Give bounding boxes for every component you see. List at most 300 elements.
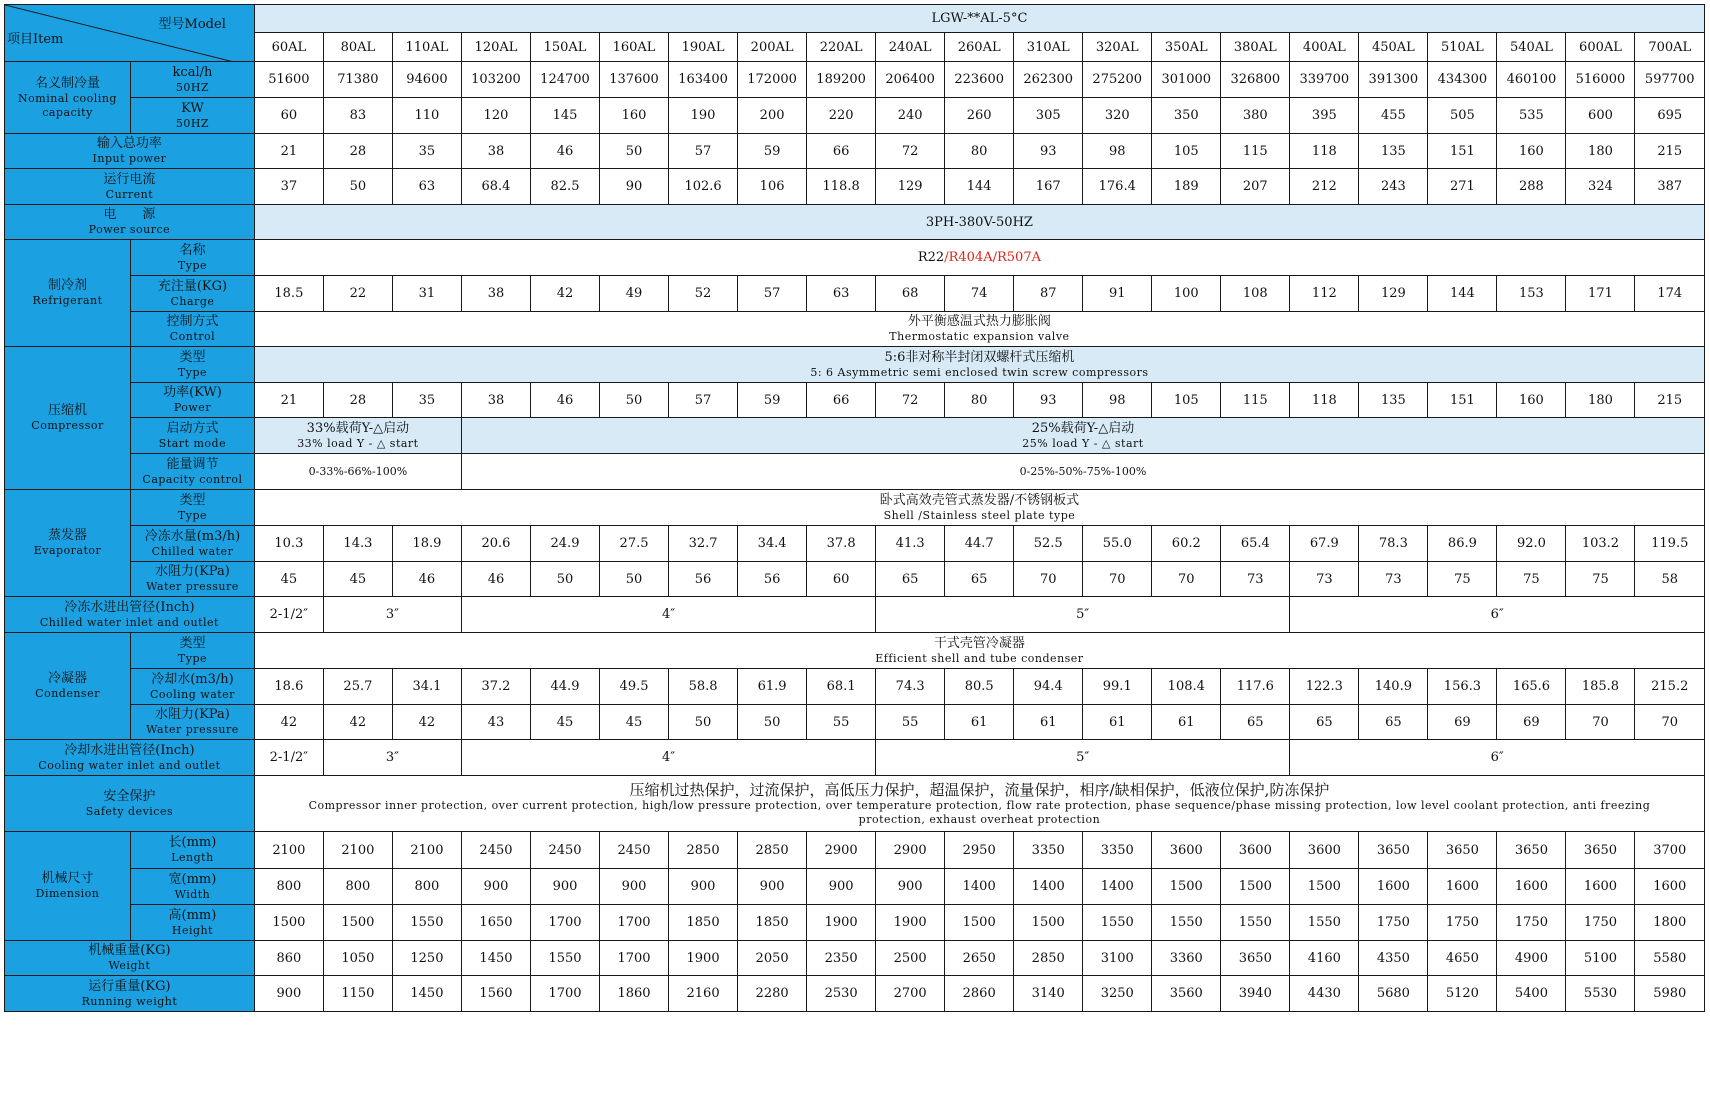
condenser-type-value (254, 633, 1704, 669)
current-value: 106 (738, 169, 807, 205)
cooling-flow-value: 140.9 (1359, 669, 1428, 705)
chilled-flow-value: 34.4 (738, 526, 807, 562)
current-value: 176.4 (1083, 169, 1152, 205)
charge-value: 22 (323, 276, 392, 312)
kcal-value: 172000 (738, 62, 807, 98)
dimension-label (5, 832, 131, 941)
table-row (5, 33, 1705, 62)
current-value: 167 (1014, 169, 1083, 205)
model-header: 350AL (1152, 33, 1221, 62)
cooling-capacity-label-cn: 名义制冷量 (35, 75, 101, 91)
cooling-pipe-value: 6″ (1290, 740, 1705, 776)
weight-value: 1250 (392, 941, 461, 976)
width-value: 1600 (1428, 869, 1497, 905)
length-value: 2100 (254, 832, 323, 869)
kcal-value: 262300 (1014, 62, 1083, 98)
cooling-flow-value: 165.6 (1497, 669, 1566, 705)
kw-value: 190 (669, 98, 738, 134)
cooling-flow-value: 37.2 (461, 669, 530, 705)
table-row (5, 347, 1705, 383)
chilled-flow-value: 67.9 (1290, 526, 1359, 562)
height-value: 1500 (323, 905, 392, 941)
control-en: Thermostatic expansion valve (889, 330, 1070, 343)
kcal-unit: kcal/h (172, 64, 213, 80)
width-value: 1600 (1497, 869, 1566, 905)
kcal-value: 124700 (530, 62, 599, 98)
kcal-value: 516000 (1566, 62, 1635, 98)
cooling-pipe-value: 3″ (323, 740, 461, 776)
weight-value: 3360 (1152, 941, 1221, 976)
kw-value: 145 (530, 98, 599, 134)
evap-pressure-value: 45 (323, 562, 392, 597)
table-row (5, 976, 1705, 1012)
condenser-pressure-label-en: Water pressure (146, 723, 239, 736)
kw-value: 220 (807, 98, 876, 134)
table-row (5, 832, 1705, 869)
length-value: 2450 (530, 832, 599, 869)
width-value: 900 (807, 869, 876, 905)
input-power-value: 93 (1014, 134, 1083, 169)
charge-value: 100 (1152, 276, 1221, 312)
charge-value: 63 (807, 276, 876, 312)
width-label (131, 869, 255, 905)
charge-value: 74 (945, 276, 1014, 312)
length-value: 3350 (1014, 832, 1083, 869)
height-value: 1650 (461, 905, 530, 941)
refrigerant-charge-label-cn: 充注量(KG) (157, 278, 228, 294)
cooling-pipe-value: 2-1/2″ (254, 740, 323, 776)
model-header: 320AL (1083, 33, 1152, 62)
compressor-power-value: 98 (1083, 383, 1152, 418)
condenser-pressure-label (131, 705, 255, 740)
width-value: 800 (254, 869, 323, 905)
model-header: 400AL (1290, 33, 1359, 62)
cond-pressure-value: 55 (876, 705, 945, 740)
evap-type-en: Shell /Stainless steel plate type (883, 508, 1076, 522)
cond-pressure-value: 61 (945, 705, 1014, 740)
cooling-pipe-label-cn: 冷却水进出管径(Inch) (64, 742, 195, 758)
kw-value: 260 (945, 98, 1014, 134)
table-row (5, 276, 1705, 312)
height-value: 1850 (738, 905, 807, 941)
table-row (5, 454, 1705, 490)
input-power-value: 66 (807, 134, 876, 169)
input-power-value: 105 (1152, 134, 1221, 169)
charge-value: 57 (738, 276, 807, 312)
running-weight-value: 2160 (669, 976, 738, 1012)
length-label-en: Length (171, 851, 214, 864)
evap-pressure-value: 70 (1083, 562, 1152, 597)
table-row (5, 134, 1705, 169)
condenser-type-label-cn: 类型 (179, 635, 206, 651)
cond-pressure-value: 65 (1290, 705, 1359, 740)
refrigerant-control-label (131, 312, 255, 347)
cond-pressure-value: 61 (1152, 705, 1221, 740)
table-row (5, 562, 1705, 597)
compressor-power-value: 135 (1359, 383, 1428, 418)
cond-pressure-value: 50 (738, 705, 807, 740)
compressor-label (5, 347, 131, 490)
running-weight-label (5, 976, 255, 1012)
chilled-water-flow-label-en: Chilled water (151, 544, 234, 558)
start-mode-label-cn: 启动方式 (166, 420, 219, 436)
compressor-label-en: Compressor (31, 419, 104, 432)
height-value: 1900 (807, 905, 876, 941)
compressor-power-label (131, 383, 255, 418)
length-value: 2100 (392, 832, 461, 869)
refrigerant-label-en: Refrigerant (32, 294, 103, 307)
current-label-cn: 运行电流 (103, 171, 156, 187)
kw-unit-label (131, 98, 255, 134)
chilled-flow-value: 32.7 (669, 526, 738, 562)
chilled-flow-value: 60.2 (1152, 526, 1221, 562)
evap-pressure-value: 46 (392, 562, 461, 597)
running-weight-value: 1150 (323, 976, 392, 1012)
start-mode-b (461, 418, 1704, 454)
evap-pressure-value: 65 (945, 562, 1014, 597)
model-header: 220AL (807, 33, 876, 62)
refrigerant-charge-label (131, 276, 255, 312)
kw-value: 380 (1221, 98, 1290, 134)
evap-pressure-value: 73 (1290, 562, 1359, 597)
weight-value: 2350 (807, 941, 876, 976)
height-label-cn: 高(mm) (168, 907, 217, 923)
cond-pressure-value: 50 (669, 705, 738, 740)
compressor-type-value (254, 347, 1704, 383)
input-power-value: 98 (1083, 134, 1152, 169)
width-value: 1600 (1359, 869, 1428, 905)
kw-value: 240 (876, 98, 945, 134)
evap-pressure-value: 58 (1635, 562, 1705, 597)
comp-type-cn: 5:6非对称半封闭双螺杆式压缩机 (884, 349, 1075, 365)
refrigerant-type-label (131, 240, 255, 276)
table-row (5, 418, 1705, 454)
chilled-flow-value: 92.0 (1497, 526, 1566, 562)
length-value: 2850 (738, 832, 807, 869)
cooling-pipe-label (5, 740, 255, 776)
input-power-value: 80 (945, 134, 1014, 169)
input-power-value: 35 (392, 134, 461, 169)
current-value: 90 (600, 169, 669, 205)
kw-value: 395 (1290, 98, 1359, 134)
width-value: 1600 (1566, 869, 1635, 905)
weight-value: 5580 (1635, 941, 1705, 976)
start-b-en: 25% load Y - △ start (1022, 436, 1144, 450)
current-value: 207 (1221, 169, 1290, 205)
length-value: 3650 (1566, 832, 1635, 869)
height-value: 1500 (945, 905, 1014, 941)
refrigerant-r404a: R404A (948, 250, 993, 265)
running-weight-value: 1450 (392, 976, 461, 1012)
current-value: 68.4 (461, 169, 530, 205)
height-value: 1700 (600, 905, 669, 941)
kw-value: 120 (461, 98, 530, 134)
start-a-en: 33% load Y - △ start (297, 436, 419, 450)
running-weight-value: 5120 (1428, 976, 1497, 1012)
model-header: 310AL (1014, 33, 1083, 62)
evaporator-type-label (131, 490, 255, 526)
cooling-flow-value: 80.5 (945, 669, 1014, 705)
kcal-value: 301000 (1152, 62, 1221, 98)
evap-pressure-value: 50 (530, 562, 599, 597)
model-header: 190AL (669, 33, 738, 62)
kw-value: 160 (600, 98, 669, 134)
chilled-pipe-value: 5″ (876, 597, 1290, 633)
chilled-water-flow-label (131, 526, 255, 562)
length-value: 2100 (323, 832, 392, 869)
start-mode-label (131, 418, 255, 454)
chilled-flow-value: 37.8 (807, 526, 876, 562)
charge-value: 52 (669, 276, 738, 312)
height-value: 1900 (876, 905, 945, 941)
input-power-value: 118 (1290, 134, 1359, 169)
cooling-flow-value: 58.8 (669, 669, 738, 705)
input-power-value: 115 (1221, 134, 1290, 169)
refrigerant-type-label-cn: 名称 (179, 242, 206, 258)
charge-value: 112 (1290, 276, 1359, 312)
running-weight-value: 2280 (738, 976, 807, 1012)
width-value: 800 (323, 869, 392, 905)
running-weight-value: 5680 (1359, 976, 1428, 1012)
chilled-pipe-label (5, 597, 255, 633)
kw-value: 455 (1359, 98, 1428, 134)
kw-value: 350 (1152, 98, 1221, 134)
chilled-pipe-value: 6″ (1290, 597, 1705, 633)
evaporator-pressure-label-cn: 水阻力(KPa) (155, 564, 230, 579)
refrigerant-label (5, 240, 131, 347)
table-row (5, 312, 1705, 347)
input-power-value: 28 (323, 134, 392, 169)
evaporator-type-label-en: Type (177, 508, 207, 522)
height-value: 1500 (1014, 905, 1083, 941)
refrigerant-charge-label-en: Charge (170, 294, 215, 308)
kcal-value: 434300 (1428, 62, 1497, 98)
input-power-value: 72 (876, 134, 945, 169)
input-power-label-cn: 输入总功率 (96, 136, 162, 151)
current-value: 37 (254, 169, 323, 205)
current-value: 50 (323, 169, 392, 205)
cooling-flow-value: 117.6 (1221, 669, 1290, 705)
compressor-power-value: 215 (1635, 383, 1705, 418)
weight-value: 1550 (530, 941, 599, 976)
chilled-pipe-value: 4″ (461, 597, 875, 633)
input-power-value: 50 (600, 134, 669, 169)
weight-label-en: Weight (108, 959, 151, 972)
running-weight-label-cn: 运行重量(KG) (88, 978, 171, 994)
current-value: 288 (1497, 169, 1566, 205)
chilled-flow-value: 119.5 (1635, 526, 1705, 562)
compressor-power-value: 38 (461, 383, 530, 418)
cond-pressure-value: 43 (461, 705, 530, 740)
power-source-label-en: Power source (88, 223, 171, 236)
chilled-pipe-label-en: Chilled water inlet and outlet (39, 615, 219, 629)
table-row (5, 905, 1705, 941)
length-value: 2900 (876, 832, 945, 869)
model-header: 80AL (323, 33, 392, 62)
kw-value: 320 (1083, 98, 1152, 134)
condenser-label-en: Condenser (35, 687, 100, 700)
running-weight-value: 5530 (1566, 976, 1635, 1012)
charge-value: 153 (1497, 276, 1566, 312)
current-label (5, 169, 255, 205)
running-weight-value: 3250 (1083, 976, 1152, 1012)
width-value: 900 (530, 869, 599, 905)
chilled-flow-value: 52.5 (1014, 526, 1083, 562)
evaporator-label (5, 490, 131, 597)
height-value: 1750 (1428, 905, 1497, 941)
item-label: 项目Item (7, 32, 64, 47)
kcal-value: 275200 (1083, 62, 1152, 98)
current-value: 324 (1566, 169, 1635, 205)
weight-label-cn: 机械重量(KG) (88, 943, 171, 958)
dimension-label-cn: 机械尺寸 (41, 871, 94, 886)
input-power-value: 46 (530, 134, 599, 169)
cooling-flow-value: 108.4 (1152, 669, 1221, 705)
evap-pressure-value: 46 (461, 562, 530, 597)
cond-pressure-value: 42 (323, 705, 392, 740)
length-value: 2950 (945, 832, 1014, 869)
compressor-power-value: 35 (392, 383, 461, 418)
width-value: 900 (600, 869, 669, 905)
compressor-power-value: 151 (1428, 383, 1497, 418)
power-source-label-cn: 电 源 (103, 207, 156, 222)
table-row (5, 526, 1705, 562)
current-value: 271 (1428, 169, 1497, 205)
table-row (5, 597, 1705, 633)
cooling-capacity-label-en: Nominal cooling capacity (18, 91, 117, 119)
evap-type-cn: 卧式高效壳管式蒸发器/不锈钢板式 (879, 492, 1080, 508)
kcal-value: 597700 (1635, 62, 1705, 98)
length-value: 2450 (600, 832, 669, 869)
table-row (5, 869, 1705, 905)
kw-value: 535 (1497, 98, 1566, 134)
charge-value: 18.5 (254, 276, 323, 312)
cooling-flow-value: 34.1 (392, 669, 461, 705)
cond-pressure-value: 61 (1014, 705, 1083, 740)
chilled-flow-value: 86.9 (1428, 526, 1497, 562)
safety-label-cn: 安全保护 (103, 788, 156, 804)
cooling-flow-value: 25.7 (323, 669, 392, 705)
compressor-type-label-cn: 类型 (179, 349, 206, 365)
current-value: 82.5 (530, 169, 599, 205)
capacity-control-label-en: Capacity control (142, 472, 243, 486)
compressor-power-value: 160 (1497, 383, 1566, 418)
condenser-type-label (131, 633, 255, 669)
model-header: 200AL (738, 33, 807, 62)
height-value: 1750 (1566, 905, 1635, 941)
refrigerant-control-label-en: Control (169, 330, 216, 343)
width-value: 1400 (1014, 869, 1083, 905)
cooling-pipe-value: 5″ (876, 740, 1290, 776)
evap-pressure-value: 70 (1014, 562, 1083, 597)
width-value: 900 (876, 869, 945, 905)
safety-label (5, 776, 255, 832)
compressor-power-value: 50 (600, 383, 669, 418)
running-weight-value: 2860 (945, 976, 1014, 1012)
cooling-water-flow-label-cn: 冷却水(m3/h) (151, 671, 234, 687)
height-value: 1550 (392, 905, 461, 941)
evap-pressure-value: 75 (1566, 562, 1635, 597)
width-value: 1600 (1635, 869, 1705, 905)
charge-value: 171 (1566, 276, 1635, 312)
width-value: 900 (738, 869, 807, 905)
refrigerant-r507a: R507A (996, 250, 1041, 265)
chilled-flow-value: 78.3 (1359, 526, 1428, 562)
current-value: 243 (1359, 169, 1428, 205)
width-value: 1400 (1083, 869, 1152, 905)
kcal-value: 137600 (600, 62, 669, 98)
control-cn: 外平衡感温式热力膨胀阀 (907, 314, 1051, 329)
weight-value: 4160 (1290, 941, 1359, 976)
compressor-power-value: 115 (1221, 383, 1290, 418)
cooling-flow-value: 44.9 (530, 669, 599, 705)
chilled-flow-value: 27.5 (600, 526, 669, 562)
cooling-capacity-label (5, 62, 131, 134)
compressor-power-value: 59 (738, 383, 807, 418)
safety-label-en: Safety devices (85, 804, 174, 818)
compressor-power-value: 46 (530, 383, 599, 418)
start-b-cn: 25%载荷Y-△启动 (1031, 420, 1135, 436)
spec-table-container (4, 4, 1705, 1012)
kcal-freq: 50HZ (175, 80, 210, 94)
running-weight-value: 1560 (461, 976, 530, 1012)
width-value: 1500 (1221, 869, 1290, 905)
current-value: 102.6 (669, 169, 738, 205)
cond-pressure-value: 65 (1359, 705, 1428, 740)
input-power-value: 151 (1428, 134, 1497, 169)
chilled-flow-value: 65.4 (1221, 526, 1290, 562)
compressor-power-value: 105 (1152, 383, 1221, 418)
cond-pressure-value: 70 (1566, 705, 1635, 740)
compressor-label-cn: 压缩机 (48, 403, 88, 418)
condenser-pressure-label-cn: 水阻力(KPa) (155, 707, 230, 722)
start-mode-label-en: Start mode (158, 436, 227, 450)
width-value: 1400 (945, 869, 1014, 905)
width-value: 800 (392, 869, 461, 905)
kcal-value: 326800 (1221, 62, 1290, 98)
running-weight-value: 3140 (1014, 976, 1083, 1012)
height-label-en: Height (171, 923, 214, 937)
weight-value: 4900 (1497, 941, 1566, 976)
charge-value: 38 (461, 276, 530, 312)
refrigerant-sep: / (944, 250, 949, 265)
model-header: 120AL (461, 33, 530, 62)
cooling-flow-value: 61.9 (738, 669, 807, 705)
evap-pressure-value: 65 (876, 562, 945, 597)
current-value: 144 (945, 169, 1014, 205)
width-value: 1500 (1290, 869, 1359, 905)
cooling-flow-value: 18.6 (254, 669, 323, 705)
running-weight-value: 900 (254, 976, 323, 1012)
cond-pressure-value: 45 (530, 705, 599, 740)
condenser-type-label-en: Type (177, 651, 207, 665)
charge-value: 31 (392, 276, 461, 312)
length-value: 3650 (1497, 832, 1566, 869)
length-value: 2450 (461, 832, 530, 869)
cooling-flow-value: 68.1 (807, 669, 876, 705)
cond-pressure-value: 61 (1083, 705, 1152, 740)
input-power-value: 57 (669, 134, 738, 169)
height-value: 1750 (1497, 905, 1566, 941)
safety-en: Compressor inner protection, over current protection, high/low pressure protection, over temperature protection, flow rate protection, phase sequence/phase missing protection, low level coolant protection, anti freezing protection, exhaust overheat protection (308, 798, 1651, 826)
evap-pressure-value: 75 (1428, 562, 1497, 597)
table-row (5, 205, 1705, 240)
height-label (131, 905, 255, 941)
start-mode-a (254, 418, 461, 454)
refrigerant-control-value (254, 312, 1704, 347)
evap-pressure-value: 75 (1497, 562, 1566, 597)
length-label-cn: 长(mm) (168, 835, 217, 850)
